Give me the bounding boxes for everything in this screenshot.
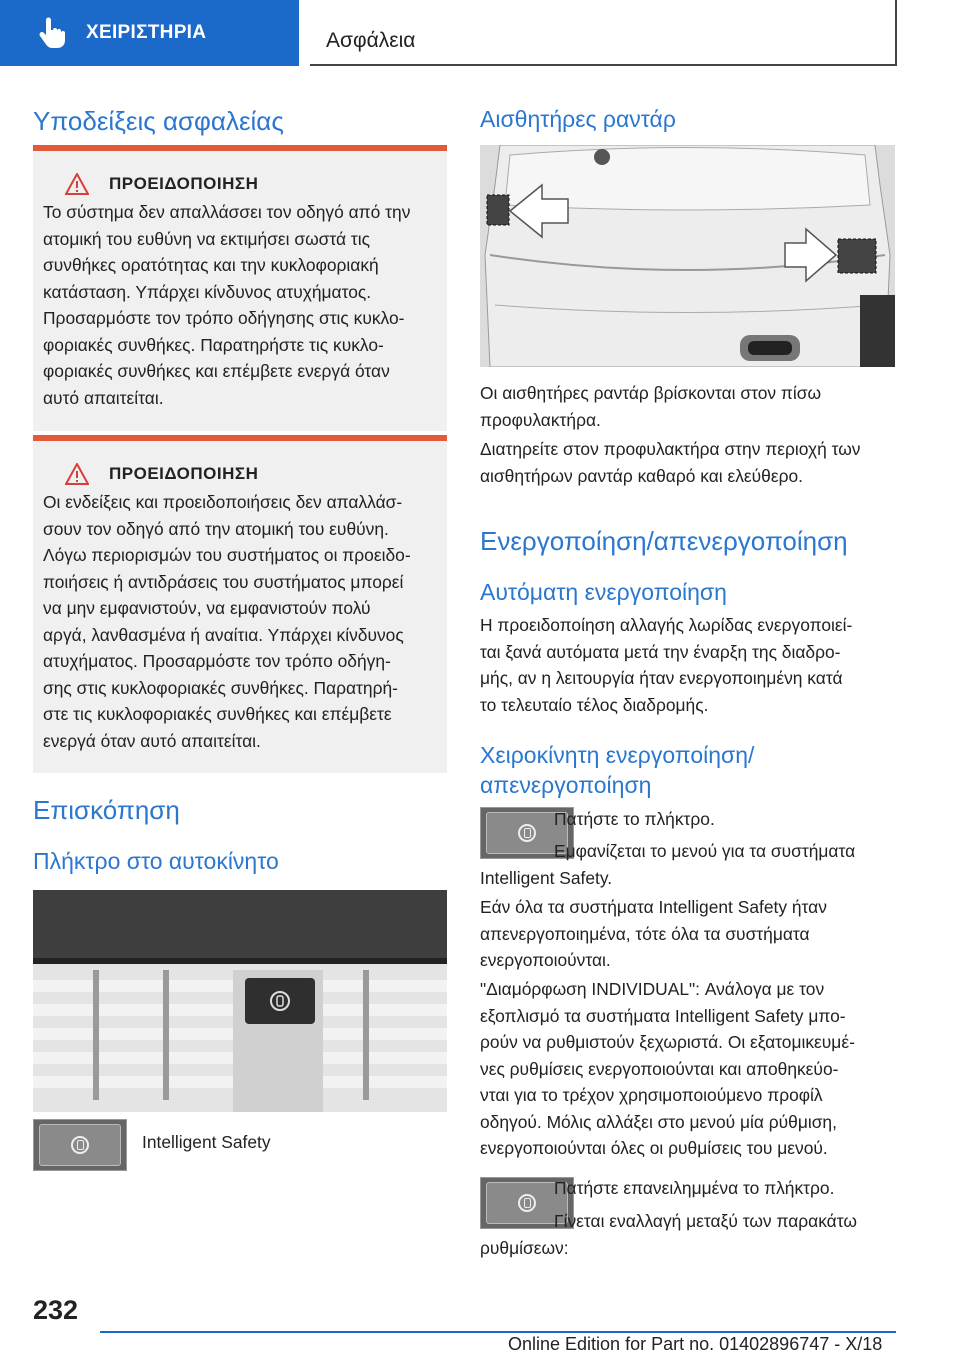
overview-heading: Επισκόπηση <box>33 795 180 825</box>
header-tab[interactable] <box>0 0 299 66</box>
radar-location-text: Οι αισθητήρες ραντάρ βρίσκονται στον πίσω προφυλακτήρα. <box>480 383 822 430</box>
page-number: 232 <box>33 1295 79 1325</box>
warning-triangle-icon <box>65 173 89 195</box>
warning-title: ΠΡΟΕΙΔΟΠΟΙΗΣΗ <box>109 464 259 483</box>
automatic-activation-text: Η προειδοποίηση αλλαγής λωρίδας ενεργοποιεί- ται ξανά αυτόματα μετά την έναρξη της διαδρο- μής, αν η λειτουργία ήταν ενεργοποιημένη κατά το τελευταίο τέλος διαδρομής. <box>480 615 853 715</box>
warning-triangle-icon <box>65 463 89 485</box>
press-repeatedly-text: Πατήστε επανειλημμένα το πλήκτρο. <box>554 1178 835 1198</box>
radar-keep-clean-text: Διατηρείτε στον προφυλακτήρα στην περιοχή των αισθητήρων ραντάρ καθαρό και ελεύθερο. <box>480 439 861 486</box>
activation-heading: Ενεργοποίηση/απενεργοποίηση <box>480 526 848 556</box>
warning-box-2 <box>33 435 447 773</box>
button-caption: Intelligent Safety <box>142 1132 271 1152</box>
warning-title: ΠΡΟΕΙΔΟΠΟΙΗΣΗ <box>109 174 259 193</box>
dashboard-button-photo <box>33 890 447 1112</box>
automatic-activation-heading: Αυτόματη ενεργοποίηση <box>480 579 727 605</box>
footer-divider <box>100 1331 896 1333</box>
section-title: Ασφάλεια <box>326 29 416 52</box>
toggle-settings-text: Γίνεται εναλλαγή μεταξύ των παρακάτω ρυθμίσεων: <box>480 1211 857 1258</box>
header-tab-label: ΧΕΙΡΙΣΤΗΡΙΑ <box>86 22 207 43</box>
warning-text: Το σύστημα δεν απαλλάσσει τον οδηγό από την ατομική του ευθύνη να εκτιμήσει σωστά τις συνθήκες ορατότητας και την κυκλοφοριακή κατάσταση. Υπάρχει κίνδυνος ατυχήματος. Προσαρμόστε τον τρόπο οδήγησης στις κυκλο- φοριακές συνθήκες. Παρατηρήστε τις κυκλο- φοριακές συνθήκες και επέμβετε ενεργά όταν αυτό απαιτείται. <box>43 202 411 408</box>
button-in-car-heading: Πλήκτρο στο αυτοκίνητο <box>33 848 279 874</box>
intelligent-safety-button-icon <box>33 1119 127 1171</box>
manual-activation-heading: Χειροκίνητη ενεργοποίηση/ απενεργοποίηση <box>480 742 755 798</box>
individual-config-text: "Διαμόρφωση INDIVIDUAL": Ανάλογα με τον εξοπλισμό τα συστήματα Intelligent Safety μπο- ρούν να ρυθμιστούν ξεχωριστά. Οι εξατομικευμέ- νες ρυθμίσεις ενεργοποιούνται και αποθηκεύο- νται για το τρέχον χρησιμοποιούμενο προφίλ οδηγού. Μόλις αλλάξει στο μενού μία ρύθμιση, ενεργοποιούνται όλες οι ρυθμίσεις του μενού. <box>480 979 855 1158</box>
safety-notes-heading: Υποδείξεις ασφαλείας <box>33 106 284 136</box>
hand-pointer-icon <box>34 16 68 50</box>
rear-bumper-photo <box>480 145 895 367</box>
edition-footer: Online Edition for Part no. 01402896747 - X/18 <box>508 1334 883 1354</box>
header-section <box>310 0 897 66</box>
press-key-text: Πατήστε το πλήκτρο. <box>554 809 715 829</box>
all-off-text: Εάν όλα τα συστήματα Intelligent Safety ήταν απενεργοποιημένα, τότε όλα τα συστήματα ενεργοποιούνται. <box>480 897 827 970</box>
warning-box-1 <box>33 145 447 431</box>
radar-sensors-heading: Αισθητήρες ραντάρ <box>480 106 676 132</box>
warning-text: Οι ενδείξεις και προειδοποιήσεις δεν απαλλάσ- σουν τον οδηγό από την ατομική του ευθύνη. Λόγω περιορισμών του συστήματος οι προειδο- ποιήσεις ή αντιδράσεις του συστήματος μπορεί να μην εμφανιστούν, να εμφανιστούν πολύ αργά, λανθασμένα ή αναίτια. Υπάρχει κίνδυνος ατυχήματος. Προσαρμόστε τον τρόπο οδήγη- σης στις κυκλοφοριακές συνθήκες. Παρατηρή- στε τις κυκλοφοριακές συνθήκες και επέμβετε ενεργά όταν αυτό απαιτείται. <box>43 492 411 751</box>
menu-text: Εμφανίζεται το μενού για τα συστήματα Intelligent Safety. <box>480 841 856 888</box>
